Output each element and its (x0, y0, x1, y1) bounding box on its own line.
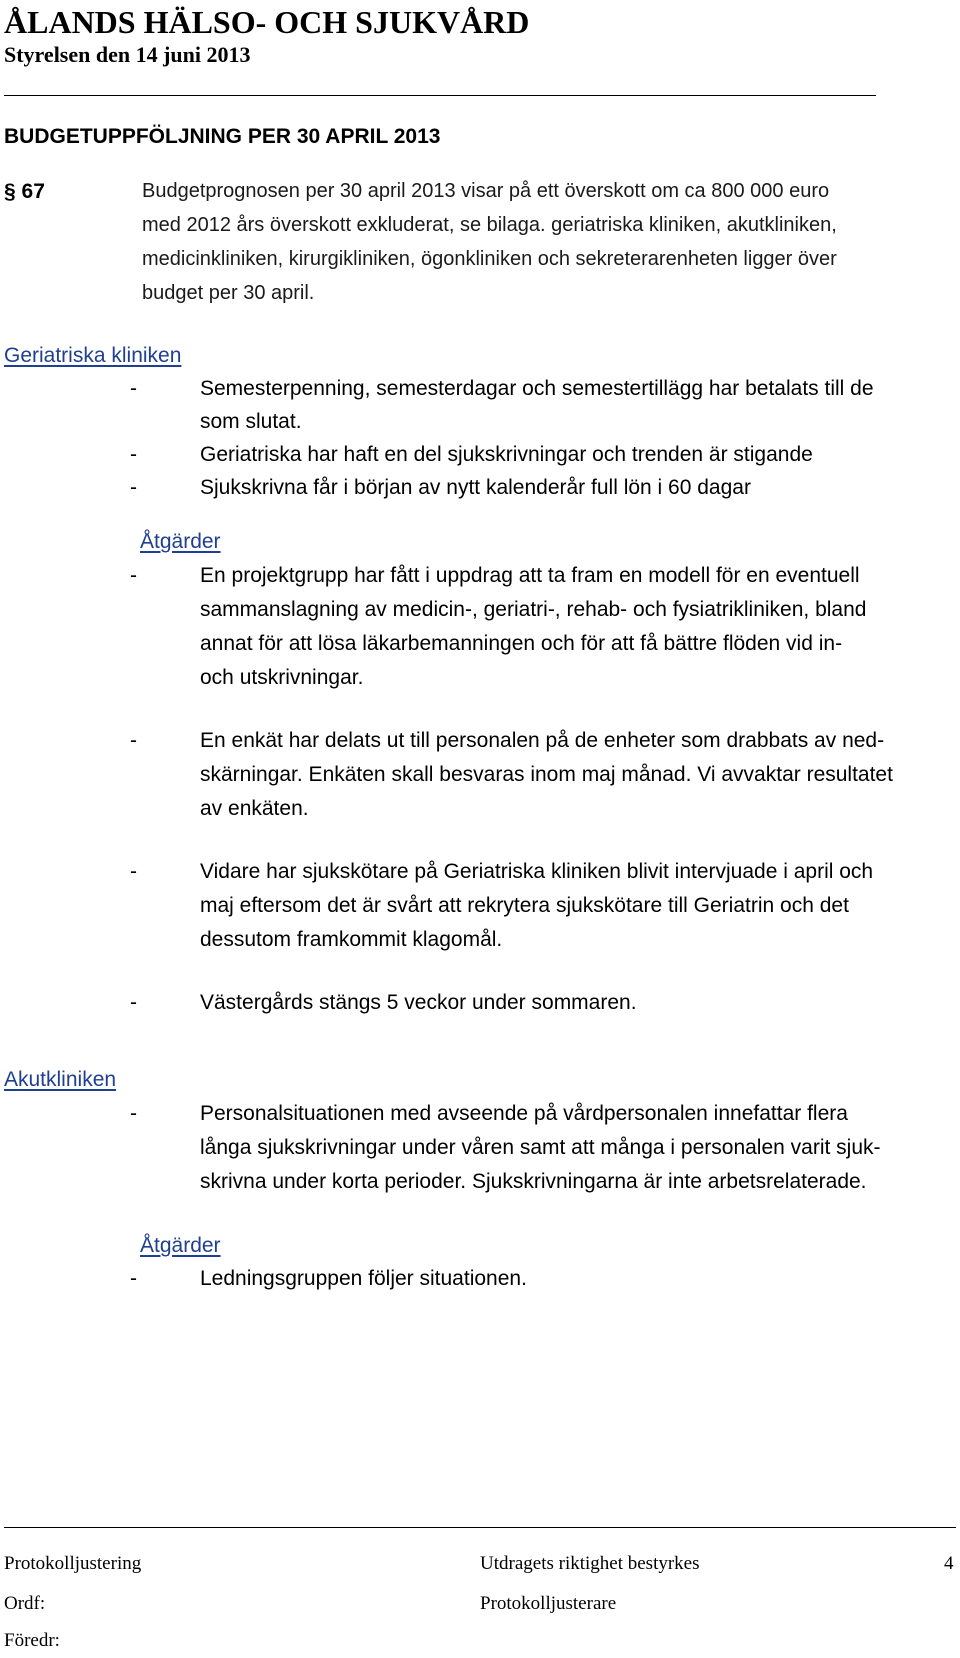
bullet-dash: - (130, 729, 137, 752)
geriatric-action-line: annat för att lösa läkarbemanningen och för att få bättre flöden vid in- (200, 632, 843, 655)
emergency-bullet-line: långa sjukskrivningar under våren samt att många i personalen varit sjuk- (200, 1136, 881, 1159)
geriatric-bullet-line: som slutat. (200, 410, 302, 433)
board-date: Styrelsen den 14 juni 2013 (4, 42, 251, 67)
page-number: 4 (944, 1553, 954, 1574)
section-title: BUDGETUPPFÖLJNING PER 30 APRIL 2013 (4, 125, 441, 148)
geriatric-action-line: Vidare har sjukskötare på Geriatriska kliniken blivit intervjuade i april och (200, 860, 874, 883)
footer-adjusters: Protokolljusterare (480, 1593, 617, 1614)
geriatric-action-line: En projektgrupp har fått i uppdrag att ta fram en modell för en eventuell (200, 564, 860, 587)
header-divider (4, 95, 876, 96)
geriatric-action-line: dessutom framkommit klagomål. (200, 928, 503, 951)
section-number: § 67 (4, 180, 45, 203)
bullet-dash: - (130, 443, 137, 466)
intro-line: medicinkliniken, kirurgikliniken, ögonkliniken och sekreterarenheten ligger över (142, 248, 837, 270)
footer-divider (4, 1527, 956, 1528)
footer-chair: Ordf: (4, 1593, 46, 1614)
bullet-dash: - (130, 991, 137, 1014)
emergency-actions-heading: Åtgärder (140, 1234, 221, 1257)
bullet-dash: - (130, 476, 137, 499)
footer-presenter: Föredr: (4, 1630, 60, 1651)
intro-line: Budgetprognosen per 30 april 2013 visar på ett överskott om ca 800 000 euro (142, 180, 830, 202)
organization-title: ÅLANDS HÄLSO- OCH SJUKVÅRD (4, 4, 530, 40)
emergency-action-line: Ledningsgruppen följer situationen. (200, 1267, 527, 1290)
geriatric-heading: Geriatriska kliniken (4, 344, 182, 367)
intro-line: med 2012 års överskott exkluderat, se bilaga. geriatriska kliniken, akutkliniken, (142, 214, 837, 236)
geriatric-action-line: maj eftersom det är svårt att rekrytera sjukskötare till Geriatrin och det (200, 894, 849, 917)
emergency-bullet-line: skrivna under korta perioder. Sjukskrivningarna är inte arbetsrelaterade. (200, 1170, 867, 1193)
emergency-heading: Akutkliniken (4, 1068, 117, 1091)
geriatric-action-line: av enkäten. (200, 797, 309, 820)
bullet-dash: - (130, 1267, 137, 1290)
geriatric-action-line: En enkät har delats ut till personalen på de enheter som drabbats av ned- (200, 729, 885, 752)
bullet-dash: - (130, 860, 137, 883)
footer-protocol-check: Protokolljustering (4, 1553, 142, 1574)
emergency-bullet-line: Personalsituationen med avseende på vårdpersonalen innefattar flera (200, 1102, 848, 1125)
geriatric-action-line: Västergårds stängs 5 veckor under sommaren. (200, 991, 637, 1014)
bullet-dash: - (130, 1102, 137, 1125)
geriatric-action-line: sammanslagning av medicin-, geriatri-, rehab- och fysiatrikliniken, bland (200, 598, 867, 621)
geriatric-bullet-line: Semesterpenning, semesterdagar och semestertillägg har betalats till de (200, 377, 874, 400)
geriatric-bullet-line: Geriatriska har haft en del sjukskrivningar och trenden är stigande (200, 443, 813, 466)
geriatric-action-line: skärningar. Enkäten skall besvaras inom maj månad. Vi avvaktar resultatet (200, 763, 893, 786)
bullet-dash: - (130, 564, 137, 587)
intro-line: budget per 30 april. (142, 282, 315, 304)
geriatric-actions-heading: Åtgärder (140, 530, 221, 553)
bullet-dash: - (130, 377, 137, 400)
footer-certification: Utdragets riktighet bestyrkes (480, 1553, 700, 1574)
geriatric-action-line: och utskrivningar. (200, 666, 364, 689)
geriatric-bullet-line: Sjukskrivna får i början av nytt kalenderår full lön i 60 dagar (200, 476, 751, 499)
